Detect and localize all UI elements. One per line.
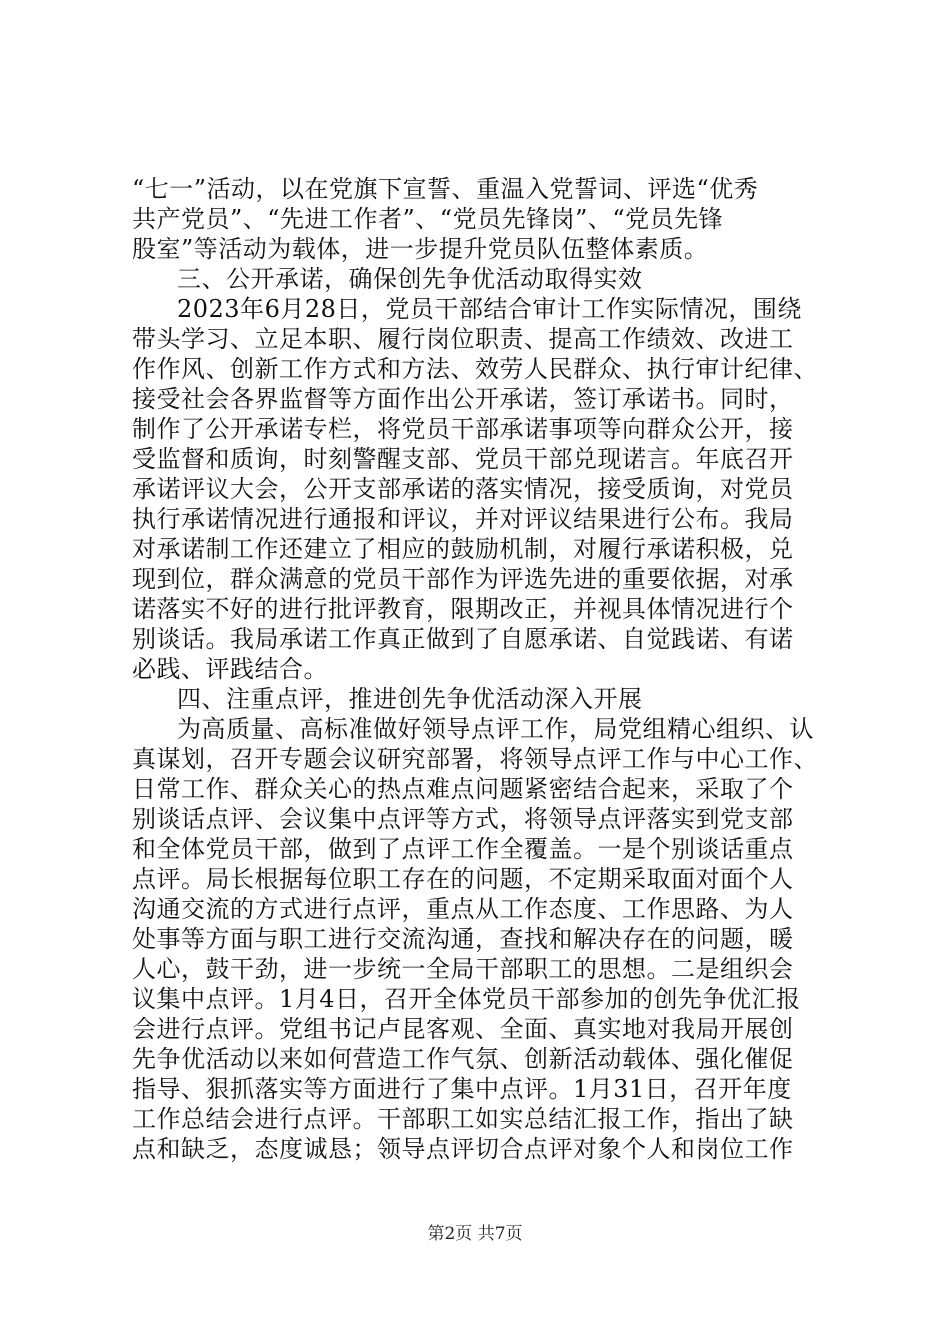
text-line: 真谋划，召开专题会议研究部署，将领导点评工作与中心工作、 [132, 745, 818, 773]
text-line: 沟通交流的方式进行点评，重点从工作态度、工作思路、为人 [132, 895, 794, 923]
text-line: 股室”等活动为载体，进一步提升党员队伍整体素质。 [132, 235, 709, 263]
document-body [132, 174, 832, 1164]
text-line: 点和缺乏，态度诚恳；领导点评切合点评对象个人和岗位工作 [132, 1135, 794, 1163]
text-line: 承诺评议大会，公开支部承诺的落实情况，接受质询，对党员 [132, 475, 794, 503]
text-line: 带头学习、立足本职、履行岗位职责、提高工作绩效、改进工 [132, 325, 794, 353]
section-heading-3: 三、公开承诺，确保创先争优活动取得实效 [177, 265, 643, 293]
text-line: 制作了公开承诺专栏，将党员干部承诺事项等向群众公开，接 [132, 415, 794, 443]
text-line: 点评。局长根据每位职工存在的问题，不定期采取面对面个人 [132, 865, 794, 893]
text-line: 对承诺制工作还建立了相应的鼓励机制，对履行承诺积极，兑 [132, 535, 794, 563]
text-line: 人心，鼓干劲，进一步统一全局干部职工的思想。二是组织会 [132, 955, 794, 983]
text-line: 会进行点评。党组书记卢昆客观、全面、真实地对我局开展创 [132, 1015, 794, 1043]
text-line: 受监督和质询，时刻警醒支部、党员干部兑现诺言。年底召开 [132, 445, 794, 473]
text-line: 必践、评践结合。 [132, 655, 328, 683]
text-line: 2023年6月28日，党员干部结合审计工作实际情况，围绕 [177, 295, 802, 323]
text-line: 作作风、创新工作方式和方法、效劳人民群众、执行审计纪律、 [132, 355, 818, 383]
text-line: 执行承诺情况进行通报和评议，并对评议结果进行公布。我局 [132, 505, 794, 533]
section-heading-4: 四、注重点评，推进创先争优活动深入开展 [177, 685, 643, 713]
page-number-footer: 第2页 共7页 [427, 1224, 523, 1244]
text-line: 指导、狠抓落实等方面进行了集中点评。1月31日，召开年度 [132, 1075, 792, 1103]
text-line: 先争优活动以来如何营造工作气氛、创新活动载体、强化催促 [132, 1045, 794, 1073]
text-line: 议集中点评。1月4日，召开全体党员干部参加的创先争优汇报 [132, 985, 801, 1013]
text-line: 诺落实不好的进行批评教育，限期改正，并视具体情况进行个 [132, 595, 794, 623]
text-line: 接受社会各界监督等方面作出公开承诺，签订承诺书。同时， [132, 385, 794, 413]
text-line: 共产党员”、“先进工作者”、“党员先锋岗”、“党员先锋 [132, 205, 724, 233]
text-line: “七一”活动，以在党旗下宣誓、重温入党誓词、评选“优秀 [132, 175, 759, 203]
text-line: 别谈话。我局承诺工作真正做到了自愿承诺、自觉践诺、有诺 [132, 625, 794, 653]
text-line: 工作总结会进行点评。干部职工如实总结汇报工作，指出了缺 [132, 1105, 794, 1133]
text-line: 和全体党员干部，做到了点评工作全覆盖。一是个别谈话重点 [132, 835, 794, 863]
text-line: 现到位，群众满意的党员干部作为评选先进的重要依据，对承 [132, 565, 794, 593]
text-line: 为高质量、高标准做好领导点评工作，局党组精心组织、认 [177, 715, 814, 743]
text-line: 日常工作、群众关心的热点难点问题紧密结合起来，采取了个 [132, 775, 794, 803]
text-line: 别谈话点评、会议集中点评等方式，将领导点评落实到党支部 [132, 805, 794, 833]
text-line: 处事等方面与职工进行交流沟通，查找和解决存在的问题，暖 [132, 925, 794, 953]
